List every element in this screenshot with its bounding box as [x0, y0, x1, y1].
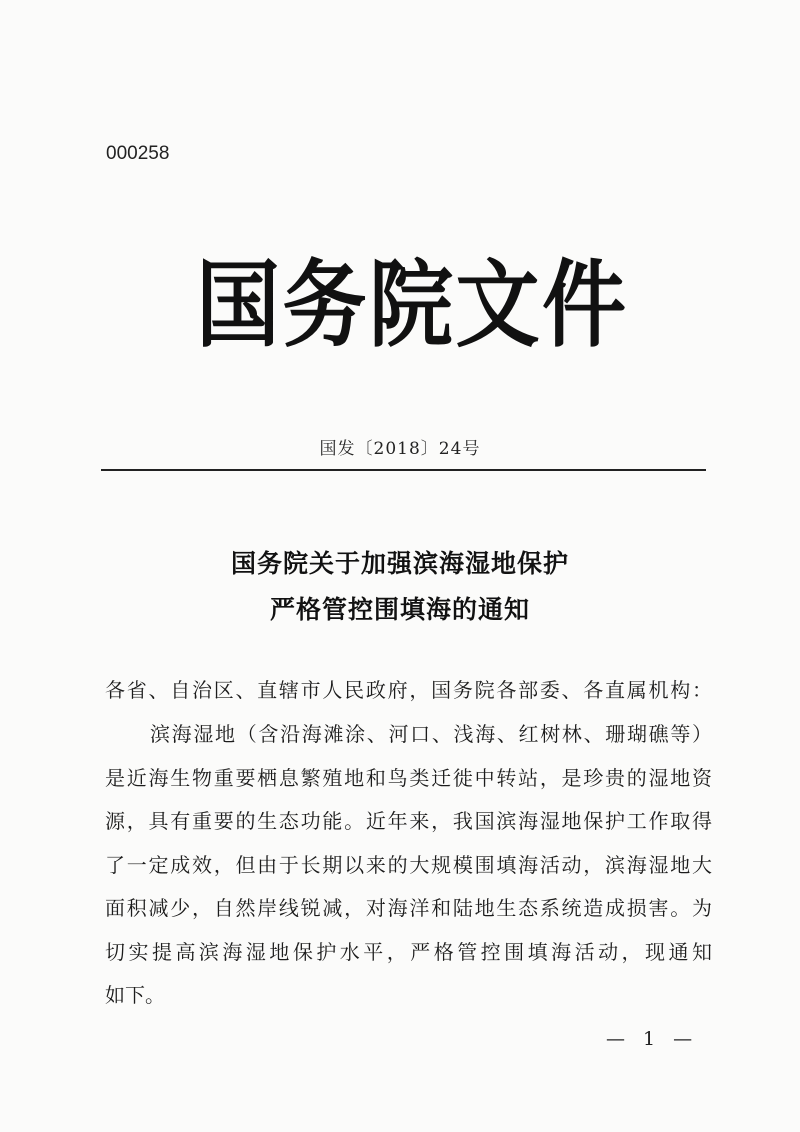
addressee: 各省、自治区、直辖市人民政府，国务院各部委、各直属机构：	[105, 678, 712, 702]
header-divider	[101, 469, 706, 471]
body-line: 滨海湿地（含沿海滩涂、河口、浅海、红树林、珊瑚礁等）	[150, 722, 712, 746]
body-line: 切实提高滨海湿地保护水平，严格管控围填海活动，现通知	[105, 940, 712, 964]
document-title-line-2: 严格管控围填海的通知	[269, 595, 530, 624]
body-line: 了一定成效，但由于长期以来的大规模围填海活动，滨海湿地大	[105, 853, 712, 877]
body-line: 是近海生物重要栖息繁殖地和鸟类迁徙中转站，是珍贵的湿地资	[105, 766, 712, 790]
body-line: 如下。	[105, 983, 165, 1007]
body-line: 面积减少，自然岸线锐减，对海洋和陆地生态系统造成损害。为	[105, 896, 712, 920]
serial-number: 000258	[106, 143, 170, 164]
document-title-line-1: 国务院关于加强滨海湿地保护	[230, 549, 569, 578]
document-masthead: 国务院文件	[196, 250, 626, 360]
body-line: 源，具有重要的生态功能。近年来，我国滨海湿地保护工作取得	[105, 809, 712, 833]
document-number: 国发〔2018〕24号	[319, 439, 481, 459]
page-number: — 1 —	[606, 1028, 699, 1050]
